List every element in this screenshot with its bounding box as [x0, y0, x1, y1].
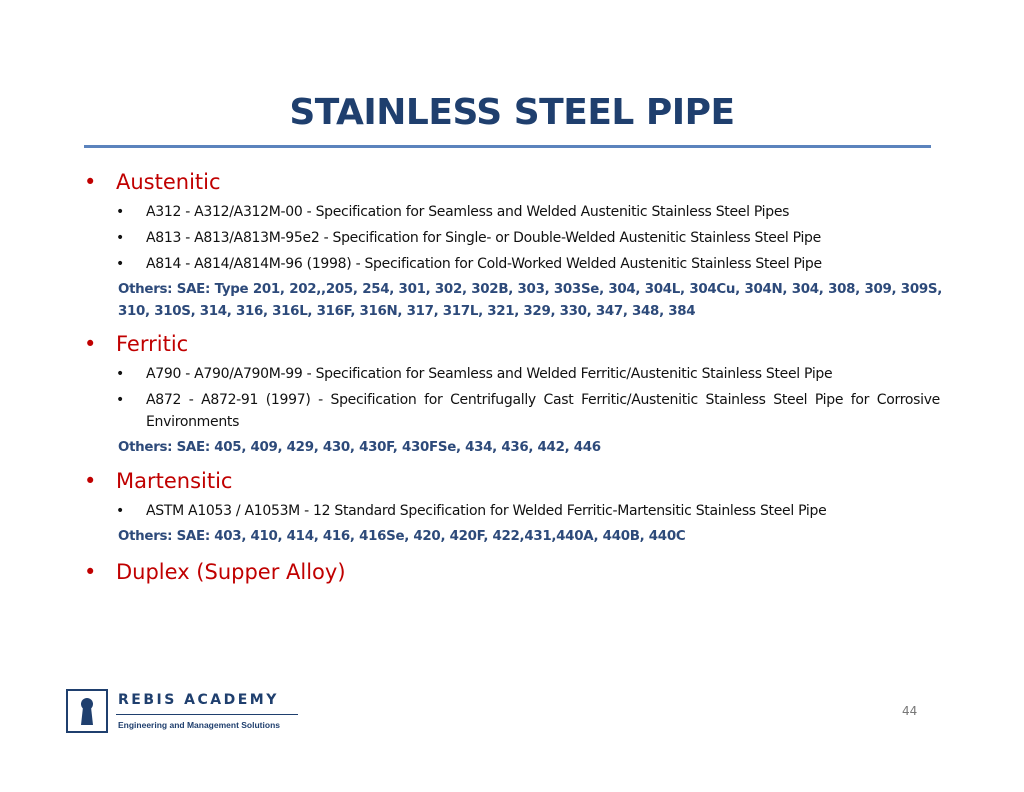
list-item: • A813 - A813/A813M-95e2 - Specification for Single- or Double-Welded Austenitic Stainless Steel Pipe	[116, 230, 821, 246]
page-title: STAINLESS STEEL PIPE	[289, 92, 735, 133]
section-duplex	[84, 558, 944, 586]
section-heading-label: Martensitic	[116, 469, 233, 493]
page-number: 44	[902, 704, 918, 718]
section-ferritic	[84, 330, 944, 459]
keyhole-icon	[66, 689, 108, 733]
list-item: • A790 - A790/A790M-99 - Specification for Seamless and Welded Ferritic/Austenitic Stainless Steel Pipe	[116, 366, 833, 382]
others-list: Others: SAE: 403, 410, 414, 416, 416Se, 420, 420F, 422,431,440A, 440B, 440C	[118, 529, 686, 544]
section-heading	[84, 558, 944, 586]
section-heading-label: Ferritic	[116, 332, 189, 356]
list-item: • A814 - A814/A814M-96 (1998) - Specification for Cold-Worked Welded Austenitic Stainless Steel Pipe	[116, 256, 822, 272]
section-heading	[84, 467, 944, 495]
list-item: • ASTM A1053 / A1053M - 12 Standard Specification for Welded Ferritic-Martensitic Stainless Steel Pipe	[116, 503, 827, 519]
section-martensitic	[84, 467, 944, 548]
brand-tagline: Engineering and Management Solutions	[118, 720, 280, 730]
list-item: • A872 - A872-91 (1997) - Specification for Centrifugally Cast Ferritic/Austenitic Stainless Steel Pipe for Corrosive Environments	[116, 392, 940, 430]
others-list: Others: SAE: 405, 409, 429, 430, 430F, 430FSe, 434, 436, 442, 446	[118, 440, 601, 455]
section-heading-label: Austenitic	[116, 170, 221, 194]
bullet: •	[84, 560, 97, 584]
section-heading	[84, 330, 944, 358]
list-item: • A312 - A312/A312M-00 - Specification for Seamless and Welded Austenitic Stainless Steel Pipes	[116, 204, 790, 220]
brand-name: REBIS ACADEMY	[118, 692, 279, 708]
brand-divider	[116, 714, 298, 715]
others-list: Others: SAE: Type 201, 202,,205, 254, 301, 302, 302B, 303, 303Se, 304, 304L, 304Cu, 304N, 304, 308, 309, 309S, 310, 310S, 314, 316, 316L, 316F, 316N, 317, 317L, 321, 329, 330, 347, 348, 384	[118, 282, 942, 319]
section-austenitic	[84, 168, 944, 323]
bullet: •	[84, 469, 97, 493]
keyhole-icon-svg	[68, 691, 106, 731]
title-divider	[84, 145, 931, 148]
section-heading-label: Duplex (Supper Alloy)	[116, 560, 346, 584]
bullet: •	[84, 332, 97, 356]
bullet: •	[84, 170, 97, 194]
section-heading	[84, 168, 944, 196]
